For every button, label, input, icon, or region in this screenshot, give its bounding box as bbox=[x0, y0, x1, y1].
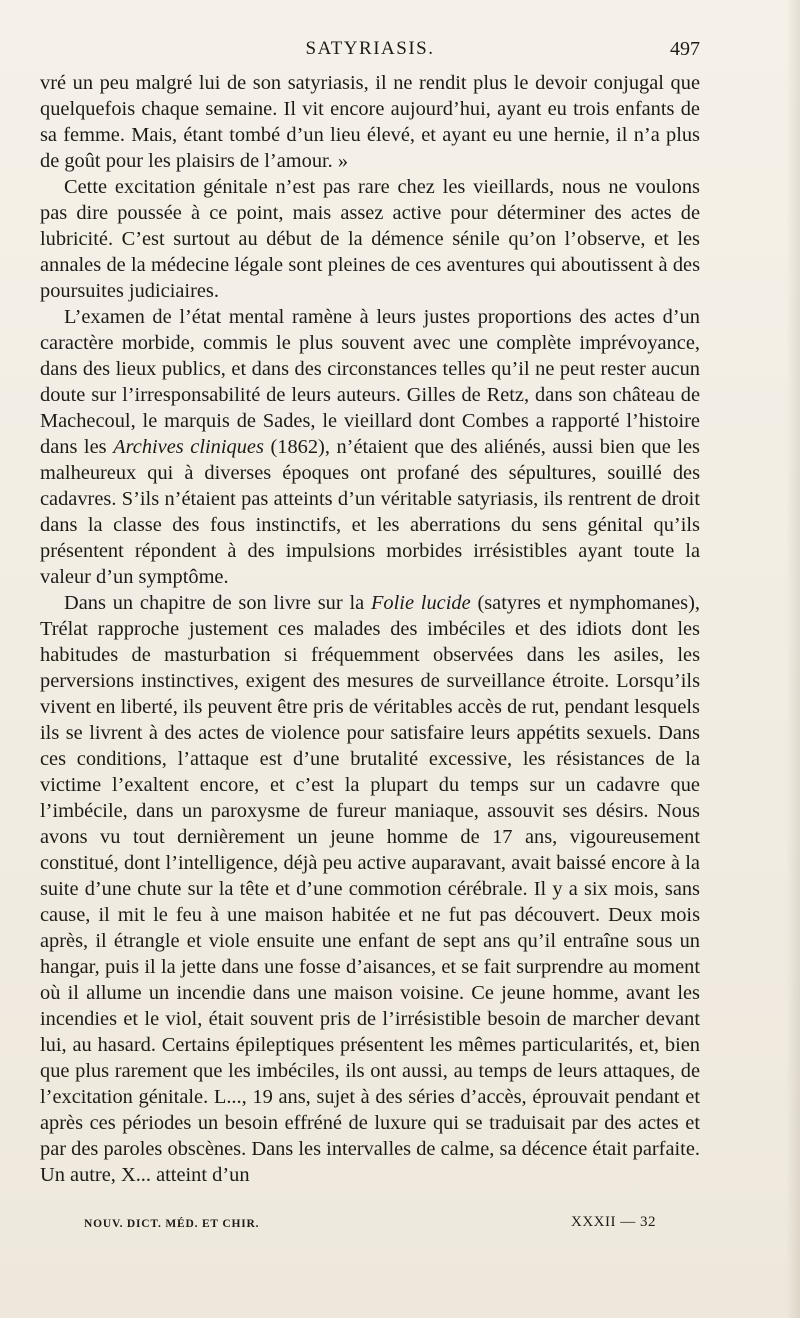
page-number: 497 bbox=[670, 38, 700, 60]
page-footer bbox=[84, 1212, 700, 1234]
italic-title: Archives cliniques bbox=[113, 436, 264, 458]
body-text bbox=[40, 70, 700, 1188]
text-run: L’examen de l’état mental ramène à leurs justes proportions des actes d’un caractère morbide, commis le plus souvent avec une complète imprévoyance, dans des lieux publics, et dans des circonstances telles qu’il ne peut rester aucun doute sur l’irresponsabilité de leurs auteurs. Gilles de Retz, dans son château de Machecoul, le marquis de Sades, le vieillard dont Combes a rapporté l’histoire dans les bbox=[40, 306, 700, 458]
paragraph bbox=[40, 70, 700, 174]
printer-signature: NOUV. DICT. MÉD. ET CHIR. bbox=[84, 1218, 260, 1230]
paragraph bbox=[40, 174, 700, 304]
running-title: SATYRIASIS. bbox=[305, 38, 435, 59]
text-run: (1862), n’étaient que des aliénés, aussi bien que les malheureux qui à diverses époques ont profané des sépultures, souillé des cadavres. S’ils n’étaient pas atteints d’un véritable satyriasis, ils rentrent de droit dans la classe des fous instinctifs, et les aberrations du sens génital qu’ils présentent répondent à des impulsions morbides irrésistibles ayant toute la valeur d’un symptôme. bbox=[40, 436, 700, 588]
text-run: vré un peu malgré lui de son satyriasis, il ne rendit plus le devoir conjugal que quelquefois chaque semaine. Il vit encore aujourd’hui, ayant eu trois enfants de sa femme. Mais, étant tombé d’un lieu élevé, et ayant eu une hernie, il n’a plus de goût pour les plaisirs de l’amour. » bbox=[40, 72, 700, 172]
italic-title: Folie lucide bbox=[370, 592, 471, 614]
paragraph bbox=[40, 304, 700, 590]
page-header bbox=[40, 36, 700, 66]
text-run: Cette excitation génitale n’est pas rare chez les vieillards, nous ne voulons pas dire poussée à ce point, mais assez active pour déterminer des actes de lubricité. C’est surtout au début de la démence sénile qu’on l’observe, et les annales de la médecine légale sont pleines de ces aventures qui aboutissent à des poursuites judiciaires. bbox=[40, 176, 700, 302]
text-run: Dans un chapitre de son livre sur la bbox=[64, 592, 371, 614]
volume-mark: XXXII — 32 bbox=[571, 1214, 656, 1230]
paragraph bbox=[40, 590, 700, 1188]
text-run: (satyres et nymphomanes), Trélat rapproche justement ces malades des imbéciles et des idiots dont les habitudes de masturbation si fréquemment observées dans les asiles, les perversions instinctives, exigent des mesures de surveillance étroite. Lorsqu’ils vivent en liberté, ils peuvent être pris de véritables accès de rut, pendant lesquels ils se livrent à des actes de violence pour satisfaire leurs appétits sexuels. Dans ces conditions, l’attaque est d’une brutalité excessive, les résistances de la victime l’exaltent encore, et c’est la plupart du temps sur un cadavre que l’imbécile, dans un paroxysme de fureur maniaque, assouvit ses désirs. Nous avons vu tout dernièrement un jeune homme de 17 ans, vigoureusement constitué, dont l’intelligence, déjà peu active auparavant, avait baissé encore à la suite d’une chute sur la tête et d’une commotion cérébrale. Il y a six mois, sans cause, il mit le feu à une maison habitée et ne fut pas découvert. Deux mois après, il étrangle et viole ensuite une enfant de sept ans qu’il entraîne sous un hangar, puis il la jette dans une fosse d’aisances, et se fait surprendre au moment où il allume un incendie dans une maison voisine. Ce jeune homme, avant les incendies et le viol, était souvent pris de l’irrésistible besoin de marcher devant lui, au hasard. Certains épileptiques présentent les mêmes particularités, et, bien que plus rarement que les imbéciles, ils ont aussi, au temps de leurs attaques, de l’excitation génitale. L..., 19 ans, sujet à des séries d’accès, éprouvait pendant et après ces périodes un besoin effréné de luxure qui se traduisait par des actes et par des paroles obscènes. Dans les intervalles de calme, sa décence était parfaite. Un autre, X... atteint d’un bbox=[40, 592, 700, 1186]
